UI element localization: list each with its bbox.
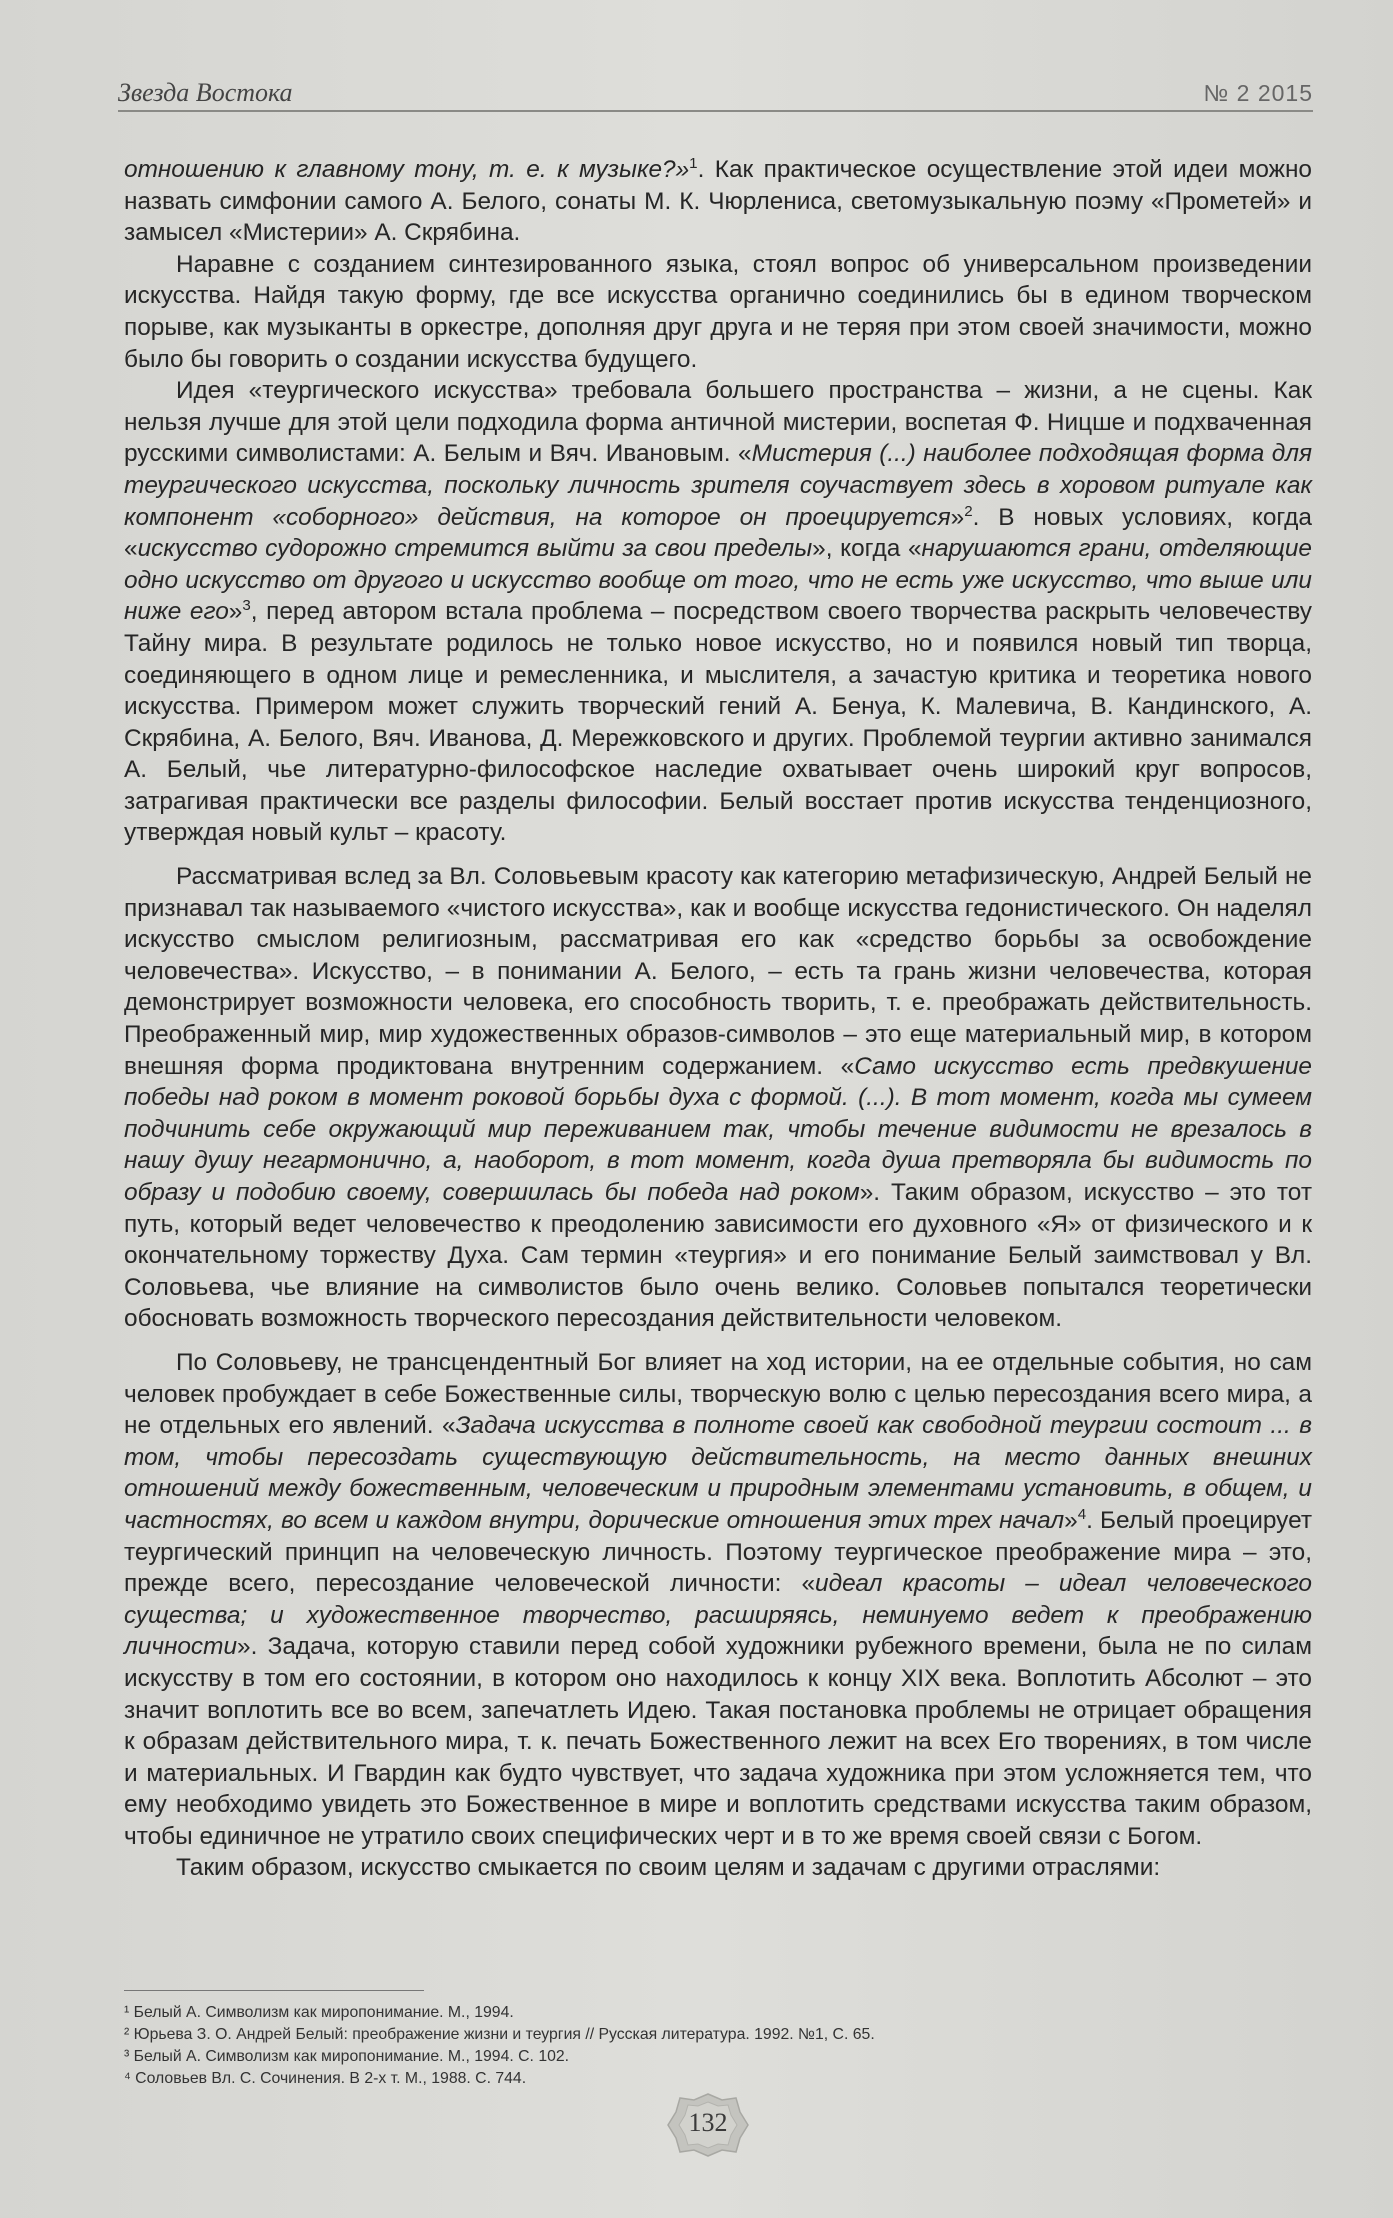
paragraph [124, 249, 1312, 375]
page-number: 132 [688, 2108, 728, 2137]
paragraph [124, 154, 1312, 249]
quotation: искусство судорожно стремится выйти за свои пределы [137, 535, 813, 563]
quotation: Само искусство есть предвкушение победы над роком в момент роковой борьбы духа с формой. (...). В тот момент, когда мы сумеем подчинить себе окружающий мир переживанием так, чтобы течение видимости не врезалось в нашу душу негармонично, а, наоборот, в тот момент, когда душа претворяла бы видимость по образу и подобию своему, совершилась бы победа над роком [124, 1052, 1312, 1206]
text-run: . Как практическое осуществление этой идеи можно назвать симфонии самого А. Белого, сонаты М. К. Чюрлениса, светомузыкальную поэму «Прометей» и замысел «Мистерии» А. Скрябина. [124, 156, 1312, 247]
footnote-reference: 2 [964, 502, 973, 520]
text-run: » [950, 503, 965, 531]
footnote-separator [124, 1990, 424, 1991]
quotation: отношению к главному тону, т. е. к музыке?» [124, 156, 690, 183]
text-run: , перед автором встала проблема – посредством своего творчества раскрыть человечеству Тайну мира. В результате родилось не только новое искусство, но и появился новый тип творца, соединяющего в одном лице и ремесленника, и мыслителя, а зачастую критика и теоретика нового искусства. Примером может служить творческий гений А. Бенуа, К. Малевича, В. Кандинского, А. Скрябина, А. Белого, Вяч. Иванова, Д. Мережковского и других. Проблемой теургии активно занимался А. Белый, чье литературно-философское наследие охватывает очень широкий круг вопросов, затрагивая практически все разделы философии. Белый восстает против искусства тенденциозного, утверждая новый культ – красоту. [124, 598, 1312, 847]
footnotes [124, 2002, 1312, 2090]
text-run: » [1064, 1506, 1078, 1534]
journal-title: Звезда Востока [118, 78, 293, 107]
issue-number: № 2 2015 [1203, 80, 1313, 106]
text-run: ». Задача, которую ставили перед собой художники рубежного времени, была не по силам искусству в том его состоянии, в котором оно находилось к концу XIX века. Воплотить Абсолют – это значит воплотить все во всем, запечатлеть Идею. Такая постановка проблемы не отрицает обращения к образам действительного мира, т. к. печать Божественного лежит на всех Его творениях, в том числе и материальных. И Гвардин как будто чувствует, что задача художника при этом усложняется тем, что ему необходимо увидеть это Божественное в мире и воплотить средствами искусства таким образом, чтобы единичное не утратило своих специфических черт и в то же время своей связи с Богом. [124, 1633, 1312, 1850]
paragraph [124, 1852, 1312, 1884]
running-header [118, 72, 1313, 112]
text-run: Наравне с созданием синтезированного языка, стоял вопрос об универсальном произведении искусства. Найдя такую форму, где все искусства органично соединились бы в едином творческом порыве, как музыканты в оркестре, дополняя друг друга и не теряя при этом своей значимости, можно было бы говорить о создании искусства будущего. [124, 250, 1312, 373]
paragraph [124, 1347, 1312, 1853]
footnote-reference: 4 [1077, 1505, 1087, 1523]
page-number-ornament [666, 2090, 750, 2160]
footnote-reference: 1 [689, 154, 698, 172]
text-run: Идея «теургического искусства» требовала большего пространства – жизни, а не сцены. Как нельзя лучше для этой цели подходила форма античной мистерии, воспетая Ф. Ницше и подхваченная русскими символистами: А. Белым и Вяч. Ивановым. « [124, 377, 1312, 468]
text-run: » [228, 598, 243, 626]
text-run: Рассматривая вслед за Вл. Соловьевым красоту как категорию метафизическую, Андрей Белый не признавал так называемого «чистого искусства», как и вообще искусства гедонистического. Он наделял искусство смыслом религиозным, рассматривая его как «средство борьбы за освобождение человечества». Искусство, – в понимании А. Белого, – есть та грань жизни человечества, которая демонстрирует возможности человека, его способность творить, т. е. преображать действительность. Преображенный мир, мир художественных образов-символов – это еще материальный мир, в котором внешняя форма продиктована внутренним содержанием. « [124, 863, 1312, 1080]
quotation: Мистерия (...) наиболее подходящая форма для теургического искусства, поскольку личность зрителя соучаствует здесь в хоровом ритуале как компонент «соборного» действия, на которое он проецируется [124, 440, 1312, 531]
text-run: », когда « [812, 535, 922, 563]
text-run: Таким образом, искусство смыкается по своим целям и задачам с другими отраслями: [176, 1854, 1161, 1882]
quotation: Задача искусства в полноте своей как свободной теургии состоит ... в том, чтобы пересоздать существующую действительность, на место данных внешних отношений между божественным, человеческим и природным элементами установить, в общем, и частностях, во всем и каждом внутри, дорические отношения этих трех начал [124, 1412, 1312, 1534]
footnote-1: ¹ Белый А. Символизм как миропонимание. М., 1994. [124, 2004, 514, 2021]
quotation: нарушаются грани, отделяющие одно искусство от другого и искусство вообще от того, что не есть уже искусство, что выше или ниже его [124, 535, 1312, 626]
text-run: . Белый проецирует теургический принцип на человеческую личность. Поэтому теургическое преображение мира – это, прежде всего, пересоздание человеческой личности: « [124, 1506, 1312, 1598]
paragraph [124, 861, 1312, 1335]
footnote-4: ⁴ Соловьев Вл. С. Сочинения. В 2-х т. М., 1988. С. 744. [124, 2070, 527, 2087]
header-rule [118, 110, 1313, 112]
footnote-3: ³ Белый А. Символизм как миропонимание. М., 1994. С. 102. [124, 2048, 570, 2065]
paragraph [124, 375, 1312, 849]
text-run: ». Таким образом, искусство – это тот путь, который ведет человечество к преодолению зависимости его духовного «Я» от физического и к окончательному торжеству Духа. Сам термин «теургия» и его понимание Белый заимствовал у Вл. Соловьева, чье влияние на символистов было очень велико. Соловьев попытался теоретически обосновать возможность творческого пересоздания действительности человеком. [124, 1179, 1313, 1333]
article-body [124, 154, 1312, 1884]
text-run: По Соловьеву, не трансцендентный Бог влияет на ход истории, на ее отдельные события, но сам человек пробуждает в себе Божественные силы, творческую волю с целью пересоздания всего мира, а не отдельных его явлений. « [124, 1348, 1312, 1440]
quotation: идеал красоты – идеал человеческого существа; и художественное творчество, расширяясь, неминуемо ведет к преображению личности [124, 1570, 1312, 1661]
footnote-2: ² Юрьева З. О. Андрей Белый: преображение жизни и теургия // Русская литература. 1992. №1, С. 65. [124, 2026, 875, 2043]
footnote-reference: 3 [242, 597, 251, 615]
text-run: . В новых условиях, когда « [124, 503, 1312, 563]
